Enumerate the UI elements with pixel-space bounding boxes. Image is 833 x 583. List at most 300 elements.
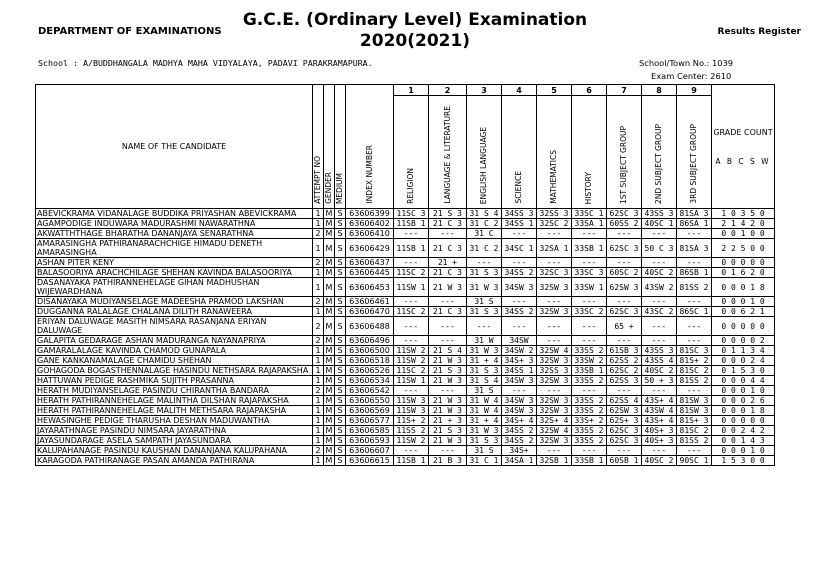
subject-result: 62SC 3 bbox=[607, 209, 642, 219]
subject-result: 11SB 1 bbox=[394, 239, 429, 258]
subject-header-english: ENGLISH LANGUAGE bbox=[467, 96, 502, 209]
medium: S bbox=[335, 258, 346, 268]
index-number: 63606402 bbox=[346, 219, 394, 229]
subject-result: --- bbox=[394, 386, 429, 396]
subject-result: 43SS 3 bbox=[642, 209, 677, 219]
attempt-no: 1 bbox=[313, 356, 324, 366]
candidate-name: JAYARATHNAGE PASINDU NIMSARA JAYARATHNA bbox=[36, 426, 313, 436]
attempt-no: 2 bbox=[313, 258, 324, 268]
candidate-row bbox=[36, 336, 775, 346]
grade-count: 0 0 0 0 0 bbox=[712, 416, 775, 426]
subject-result: --- bbox=[677, 317, 712, 336]
subject-result: 34SW 3 bbox=[502, 376, 537, 386]
subject-result: 62S+ 3 bbox=[607, 416, 642, 426]
medium: S bbox=[335, 406, 346, 416]
subject-result: --- bbox=[467, 317, 502, 336]
subject-result: 31 W 3 bbox=[467, 426, 502, 436]
grade-count: 0 0 0 2 6 bbox=[712, 396, 775, 406]
grade-count: 0 0 0 0 2 bbox=[712, 336, 775, 346]
candidate-name: DUGGANNA RALALAGE CHALANA DILITH RANAWEERA bbox=[36, 307, 313, 317]
subject-result: 31 S 3 bbox=[467, 366, 502, 376]
attempt-no: 2 bbox=[313, 336, 324, 346]
candidate-name: HEWASINGHE PEDIGE THARUSHA DESHAN MADUWANTHA bbox=[36, 416, 313, 426]
subject-result: --- bbox=[429, 317, 467, 336]
subject-result: 40SC 2 bbox=[642, 456, 677, 466]
subject-result: 21 C 3 bbox=[429, 307, 467, 317]
subject-result: 62SS 3 bbox=[607, 376, 642, 386]
subject-result: 11SC 3 bbox=[394, 209, 429, 219]
index-number: 63606526 bbox=[346, 366, 394, 376]
subject-result: 21 S 4 bbox=[429, 346, 467, 356]
subject-result: 43SW 4 bbox=[642, 406, 677, 416]
subject-result: 31 S 4 bbox=[467, 209, 502, 219]
index-number: 63606500 bbox=[346, 346, 394, 356]
index-number: 63606585 bbox=[346, 426, 394, 436]
subject-result: --- bbox=[642, 317, 677, 336]
candidate-name: DISANAYAKA MUDIYANSELAGE MADEESHA PRAMOD LAKSHAN bbox=[36, 297, 313, 307]
index-number: 63606429 bbox=[346, 239, 394, 258]
subject-result: 31 S bbox=[467, 386, 502, 396]
name-column-header: NAME OF THE CANDIDATE bbox=[36, 85, 313, 209]
subject-result: --- bbox=[607, 258, 642, 268]
grade-count: 0 0 6 2 1 bbox=[712, 307, 775, 317]
subject-result: --- bbox=[537, 229, 572, 239]
subject-result: 86SC 1 bbox=[677, 307, 712, 317]
subject-result: 11SB 1 bbox=[394, 456, 429, 466]
medium: S bbox=[335, 336, 346, 346]
subject-result: 81SW 3 bbox=[677, 396, 712, 406]
medium: S bbox=[335, 317, 346, 336]
index-number: 63606615 bbox=[346, 456, 394, 466]
index-number: 63606496 bbox=[346, 336, 394, 346]
subject-result: --- bbox=[502, 229, 537, 239]
subject-result: 11SW 2 bbox=[394, 436, 429, 446]
subject-result: 31 C 1 bbox=[467, 456, 502, 466]
subject-result: 33SC 3 bbox=[572, 268, 607, 278]
subject-result: 33SA 1 bbox=[572, 219, 607, 229]
index-column-header: INDEX NUMBER bbox=[346, 85, 394, 209]
subject-result: --- bbox=[642, 336, 677, 346]
subject-result: 60SC 2 bbox=[607, 268, 642, 278]
subject-result: --- bbox=[394, 317, 429, 336]
subject-result: 11SW 1 bbox=[394, 278, 429, 297]
subject-result: 31 W 4 bbox=[467, 396, 502, 406]
subject-result: 34S+ bbox=[502, 446, 537, 456]
subject-result: 33SS 2 bbox=[572, 426, 607, 436]
attempt-no: 1 bbox=[313, 346, 324, 356]
subject-result: --- bbox=[394, 229, 429, 239]
subject-header-mathematics: MATHEMATICS bbox=[537, 96, 572, 209]
gender: M bbox=[324, 436, 335, 446]
subject-result: 60SB 1 bbox=[607, 456, 642, 466]
subject-result: 11SW 3 bbox=[394, 396, 429, 406]
attempt-no: 1 bbox=[313, 456, 324, 466]
attempt-no: 1 bbox=[313, 307, 324, 317]
subject-result: 62SC 2 bbox=[607, 366, 642, 376]
subject-result: 81SC 3 bbox=[677, 346, 712, 356]
subject-result: 31 W 3 bbox=[467, 346, 502, 356]
grade-count: 0 0 0 1 0 bbox=[712, 446, 775, 456]
subject-result: 81SS 2 bbox=[677, 376, 712, 386]
subject-result: 34SA 1 bbox=[502, 456, 537, 466]
subject-result: 34SS 2 bbox=[502, 426, 537, 436]
attempt-no: 2 bbox=[313, 386, 324, 396]
subject-result: 81S+ 2 bbox=[677, 356, 712, 366]
subject-result: 11SC 2 bbox=[394, 307, 429, 317]
subject-result: 31 S bbox=[467, 297, 502, 307]
subject-result: 34SW 3 bbox=[502, 278, 537, 297]
attempt-no: 1 bbox=[313, 416, 324, 426]
candidate-name: AKWATTHTHAGE BHARATHA DANANJAYA SENARATHNA bbox=[36, 229, 313, 239]
index-number: 63606410 bbox=[346, 229, 394, 239]
gender: M bbox=[324, 297, 335, 307]
register-label: Results Register bbox=[717, 27, 801, 37]
subject-result: --- bbox=[537, 386, 572, 396]
subject-result: --- bbox=[677, 258, 712, 268]
grade-count: 0 0 1 0 0 bbox=[712, 229, 775, 239]
gender: M bbox=[324, 239, 335, 258]
subject-result: 33SB 1 bbox=[572, 239, 607, 258]
subject-result: 34SS 2 bbox=[502, 268, 537, 278]
candidate-row bbox=[36, 436, 775, 446]
subject-result: 90SC 1 bbox=[677, 456, 712, 466]
subject-result: 34S+ 4 bbox=[502, 416, 537, 426]
subject-result: 40SC 2 bbox=[642, 268, 677, 278]
candidate-name: DASANAYAKA PATHIRANNEHELAGE GIHAN MADHUSHAN WIJEWARDHANA bbox=[36, 278, 313, 297]
subject-header-group1: 1ST SUBJECT GROUP bbox=[607, 96, 642, 209]
subject-result: 86SA 1 bbox=[677, 219, 712, 229]
subject-result: --- bbox=[677, 446, 712, 456]
subject-result: 33S+ 2 bbox=[572, 416, 607, 426]
gender: M bbox=[324, 356, 335, 366]
index-number: 63606542 bbox=[346, 386, 394, 396]
candidate-name: GALAPITA GEDARAGE ASHAN MADURANGA NAYANAPRIYA bbox=[36, 336, 313, 346]
subject-result: 62SC 3 bbox=[607, 239, 642, 258]
gender-column-header: GENDER bbox=[324, 85, 335, 209]
subject-number-3: 3 bbox=[467, 85, 502, 96]
subject-result: 11SB 1 bbox=[394, 219, 429, 229]
subject-result: 31 W 3 bbox=[467, 278, 502, 297]
grade-count: 1 0 3 5 0 bbox=[712, 209, 775, 219]
subject-result: 31 S 3 bbox=[467, 307, 502, 317]
subject-result: 34S+ 3 bbox=[502, 356, 537, 366]
gender: M bbox=[324, 317, 335, 336]
subject-result: 43SS 4 bbox=[642, 356, 677, 366]
grade-count: 2 2 5 0 0 bbox=[712, 239, 775, 258]
index-number: 63606534 bbox=[346, 376, 394, 386]
subject-result: 32SS 3 bbox=[537, 209, 572, 219]
subject-result: 34SS 1 bbox=[502, 219, 537, 229]
medium: S bbox=[335, 268, 346, 278]
subject-result: 31 + 4 bbox=[467, 356, 502, 366]
subject-result: --- bbox=[502, 317, 537, 336]
candidate-row bbox=[36, 278, 775, 297]
gender: M bbox=[324, 386, 335, 396]
subject-result: 32SW 3 bbox=[537, 396, 572, 406]
subject-result: 21 B 3 bbox=[429, 456, 467, 466]
gender: M bbox=[324, 376, 335, 386]
subject-result: --- bbox=[394, 336, 429, 346]
subject-result: 65 + bbox=[607, 317, 642, 336]
subject-result: 21 S 3 bbox=[429, 366, 467, 376]
subject-header-language: LANGUAGE & LITERATURE bbox=[429, 96, 467, 209]
subject-result: --- bbox=[537, 317, 572, 336]
grade-count: 0 0 0 1 8 bbox=[712, 406, 775, 416]
attempt-no: 2 bbox=[313, 297, 324, 307]
medium: S bbox=[335, 229, 346, 239]
attempt-no: 1 bbox=[313, 396, 324, 406]
medium: S bbox=[335, 436, 346, 446]
candidate-name: ABEVICKRAMA VIDANALAGE BUDDIKA PRIYASHAN ABEVICKRAMA bbox=[36, 209, 313, 219]
gender: M bbox=[324, 336, 335, 346]
subject-result: --- bbox=[607, 229, 642, 239]
candidate-row bbox=[36, 386, 775, 396]
subject-number-6: 6 bbox=[572, 85, 607, 96]
candidate-name: KALUPAHANAGE PASINDU KAUSHAN DANANJANA KALUPAHANA bbox=[36, 446, 313, 456]
subject-result: --- bbox=[607, 297, 642, 307]
subject-result: 31 + 4 bbox=[467, 416, 502, 426]
subject-result: 43S+ 4 bbox=[642, 396, 677, 406]
subject-result: --- bbox=[502, 386, 537, 396]
subject-result: 32SA 1 bbox=[537, 239, 572, 258]
subject-result: 33SB 1 bbox=[572, 366, 607, 376]
index-number: 63606577 bbox=[346, 416, 394, 426]
gender: M bbox=[324, 366, 335, 376]
subject-result: 33SW 2 bbox=[572, 356, 607, 366]
subject-result: 62SW 3 bbox=[607, 278, 642, 297]
subject-result: 34SW 3 bbox=[502, 406, 537, 416]
gender: M bbox=[324, 268, 335, 278]
subject-result: --- bbox=[572, 446, 607, 456]
results-table-body bbox=[36, 85, 775, 466]
grade-count: 0 0 0 1 0 bbox=[712, 386, 775, 396]
attempt-no: 2 bbox=[313, 317, 324, 336]
subject-result: 81SS 2 bbox=[677, 278, 712, 297]
candidate-row bbox=[36, 239, 775, 258]
subject-result: --- bbox=[537, 297, 572, 307]
subject-result: 81SA 3 bbox=[677, 239, 712, 258]
subject-result: 34SS 1 bbox=[502, 366, 537, 376]
subject-result: 21 C 3 bbox=[429, 219, 467, 229]
grade-count: 0 0 0 0 0 bbox=[712, 317, 775, 336]
attempt-no: 1 bbox=[313, 406, 324, 416]
subject-result: 62SC 3 bbox=[607, 426, 642, 436]
subject-result: 50 C 3 bbox=[642, 239, 677, 258]
subject-result: 21 W 3 bbox=[429, 396, 467, 406]
subject-result: --- bbox=[537, 446, 572, 456]
subject-result: --- bbox=[572, 258, 607, 268]
index-number: 63606607 bbox=[346, 446, 394, 456]
candidate-name: AGAMPODIGE INDUWARA MADURASHMI NAWARATHNA bbox=[36, 219, 313, 229]
subject-result: 11SW 3 bbox=[394, 406, 429, 416]
candidate-row bbox=[36, 346, 775, 356]
attempt-no: 1 bbox=[313, 376, 324, 386]
candidate-name: AMARASINGHA PATHIRANARACHCHIGE HIMADU DENETH AMARASINGHA bbox=[36, 239, 313, 258]
subject-result: 62SS 4 bbox=[607, 396, 642, 406]
candidate-row bbox=[36, 396, 775, 406]
subject-result: 32SB 1 bbox=[537, 456, 572, 466]
grade-count: 0 0 0 4 4 bbox=[712, 376, 775, 386]
medium: S bbox=[335, 356, 346, 366]
subject-result: 32SW 3 bbox=[537, 406, 572, 416]
subject-result: 43SW 2 bbox=[642, 278, 677, 297]
candidate-name: ERIYAN DALUWAGE MASITH NIMSARA RASANJANA ERIYAN DALUWAGE bbox=[36, 317, 313, 336]
candidate-row bbox=[36, 209, 775, 219]
medium: S bbox=[335, 219, 346, 229]
subject-result: 32SW 3 bbox=[537, 376, 572, 386]
subject-header-history: HISTORY bbox=[572, 96, 607, 209]
subject-header-religion: RELIGION bbox=[394, 96, 429, 209]
grade-count: 0 0 1 4 3 bbox=[712, 436, 775, 446]
subject-result: 21 S 3 bbox=[429, 426, 467, 436]
subject-result: --- bbox=[572, 336, 607, 346]
subject-result: --- bbox=[677, 386, 712, 396]
subject-result: --- bbox=[572, 386, 607, 396]
grade-count: 0 1 5 3 0 bbox=[712, 366, 775, 376]
subject-result: 34SW bbox=[502, 336, 537, 346]
grade-count: 0 1 1 3 4 bbox=[712, 346, 775, 356]
subject-result: 32SW 4 bbox=[537, 426, 572, 436]
exam-title-line1: G.C.E. (Ordinary Level) Examination bbox=[242, 10, 588, 30]
subject-result: 43SC 2 bbox=[642, 307, 677, 317]
index-number: 63606437 bbox=[346, 258, 394, 268]
subject-result: 21 C 3 bbox=[429, 239, 467, 258]
subject-number-1: 1 bbox=[394, 85, 429, 96]
index-number: 63606550 bbox=[346, 396, 394, 406]
subject-result: 33SS 2 bbox=[572, 346, 607, 356]
department-heading: DEPARTMENT OF EXAMINATIONS bbox=[38, 26, 222, 37]
subject-result: --- bbox=[537, 258, 572, 268]
subject-result: --- bbox=[642, 386, 677, 396]
index-number: 63606488 bbox=[346, 317, 394, 336]
candidate-name: HERATH PATHIRANNEHELAGE MALINTHA DILSHAN RAJAPAKSHA bbox=[36, 396, 313, 406]
grade-count: 0 0 0 0 0 bbox=[712, 258, 775, 268]
subject-result: 32SS 3 bbox=[537, 366, 572, 376]
subject-result: 21 S 3 bbox=[429, 209, 467, 219]
subject-result: 60SS 2 bbox=[607, 219, 642, 229]
candidate-name: HERATH PATHIRANNEHELAGE MALITH METHSARA RAJAPAKSHA bbox=[36, 406, 313, 416]
subject-result: 21 W 3 bbox=[429, 376, 467, 386]
subject-result: 31 S bbox=[467, 446, 502, 456]
medium: S bbox=[335, 446, 346, 456]
subject-result: 34SC 1 bbox=[502, 239, 537, 258]
exam-center: Exam Center: 2610 bbox=[651, 71, 732, 81]
grade-count: 0 0 0 1 0 bbox=[712, 297, 775, 307]
medium: S bbox=[335, 366, 346, 376]
subject-result: 31 C 2 bbox=[467, 219, 502, 229]
subject-result: 31 W bbox=[467, 336, 502, 346]
subject-result: 40S+ 3 bbox=[642, 426, 677, 436]
gender: M bbox=[324, 219, 335, 229]
subject-result: 32SW 4 bbox=[537, 346, 572, 356]
candidate-row bbox=[36, 416, 775, 426]
gender: M bbox=[324, 396, 335, 406]
school-number: School/Town No.: 1039 bbox=[639, 58, 734, 68]
subject-number-4: 4 bbox=[502, 85, 537, 96]
subject-result: 32SW 3 bbox=[537, 278, 572, 297]
subject-result: 33SW 1 bbox=[572, 278, 607, 297]
subject-result: --- bbox=[429, 336, 467, 346]
subject-result: --- bbox=[607, 446, 642, 456]
subject-result: 43S+ 4 bbox=[642, 416, 677, 426]
subject-result: 21 C 3 bbox=[429, 268, 467, 278]
subject-result: 34SS 2 bbox=[502, 436, 537, 446]
attempt-no: 1 bbox=[313, 209, 324, 219]
subject-result: 33SS 2 bbox=[572, 376, 607, 386]
attempt-no: 1 bbox=[313, 219, 324, 229]
subject-result: 33SS 2 bbox=[572, 406, 607, 416]
attempt-no: 1 bbox=[313, 268, 324, 278]
subject-result: --- bbox=[429, 229, 467, 239]
candidate-row bbox=[36, 258, 775, 268]
subject-result: --- bbox=[642, 258, 677, 268]
attempt-no: 1 bbox=[313, 366, 324, 376]
subject-number-5: 5 bbox=[537, 85, 572, 96]
subject-result: 62SC 3 bbox=[607, 307, 642, 317]
results-table bbox=[35, 84, 775, 466]
candidate-row bbox=[36, 229, 775, 239]
candidate-row bbox=[36, 268, 775, 278]
index-number: 63606593 bbox=[346, 436, 394, 446]
subject-number-7: 7 bbox=[607, 85, 642, 96]
index-number: 63606399 bbox=[346, 209, 394, 219]
candidate-row bbox=[36, 307, 775, 317]
exam-title-line2: 2020(2021) bbox=[359, 31, 471, 51]
subject-result: 33SC 1 bbox=[572, 209, 607, 219]
subject-result: 21 + bbox=[429, 258, 467, 268]
medium: S bbox=[335, 307, 346, 317]
candidate-row bbox=[36, 297, 775, 307]
gender: M bbox=[324, 229, 335, 239]
candidate-row bbox=[36, 426, 775, 436]
subject-number-8: 8 bbox=[642, 85, 677, 96]
attempt-no: 1 bbox=[313, 278, 324, 297]
subject-result: --- bbox=[642, 297, 677, 307]
subject-result: 31 S 4 bbox=[467, 376, 502, 386]
subject-result: 11S+ 2 bbox=[394, 416, 429, 426]
column-number-row bbox=[36, 85, 775, 96]
attempt-column-header: ATTEMPT NO bbox=[313, 85, 324, 209]
candidate-row bbox=[36, 406, 775, 416]
grade-count: 1 5 3 0 0 bbox=[712, 456, 775, 466]
subject-result: --- bbox=[607, 386, 642, 396]
subject-result: 81SA 3 bbox=[677, 209, 712, 219]
subject-result: --- bbox=[677, 336, 712, 346]
subject-result: 62SS 2 bbox=[607, 356, 642, 366]
subject-result: --- bbox=[642, 229, 677, 239]
grade-count: 0 0 0 1 8 bbox=[712, 278, 775, 297]
subject-result: --- bbox=[537, 336, 572, 346]
candidate-name: GANE KANKANAMALAGE CHAMIDU SHEHAN bbox=[36, 356, 313, 366]
subject-result: 62SC 3 bbox=[607, 436, 642, 446]
grade-count: 0 0 0 2 4 bbox=[712, 356, 775, 366]
subject-result: 11SS 2 bbox=[394, 426, 429, 436]
gender: M bbox=[324, 209, 335, 219]
subject-header-group2: 2ND SUBJECT GROUP bbox=[642, 96, 677, 209]
subject-result: 50 + 3 bbox=[642, 376, 677, 386]
subject-result: --- bbox=[502, 297, 537, 307]
subject-result: 31 W 4 bbox=[467, 406, 502, 416]
subject-result: 81SC 2 bbox=[677, 426, 712, 436]
candidate-row bbox=[36, 456, 775, 466]
subject-result: 31 C bbox=[467, 229, 502, 239]
subject-result: 32S+ 4 bbox=[537, 416, 572, 426]
index-number: 63606470 bbox=[346, 307, 394, 317]
subject-result: --- bbox=[572, 229, 607, 239]
subject-result: 40SC 2 bbox=[642, 366, 677, 376]
subject-result: --- bbox=[429, 297, 467, 307]
gender: M bbox=[324, 278, 335, 297]
